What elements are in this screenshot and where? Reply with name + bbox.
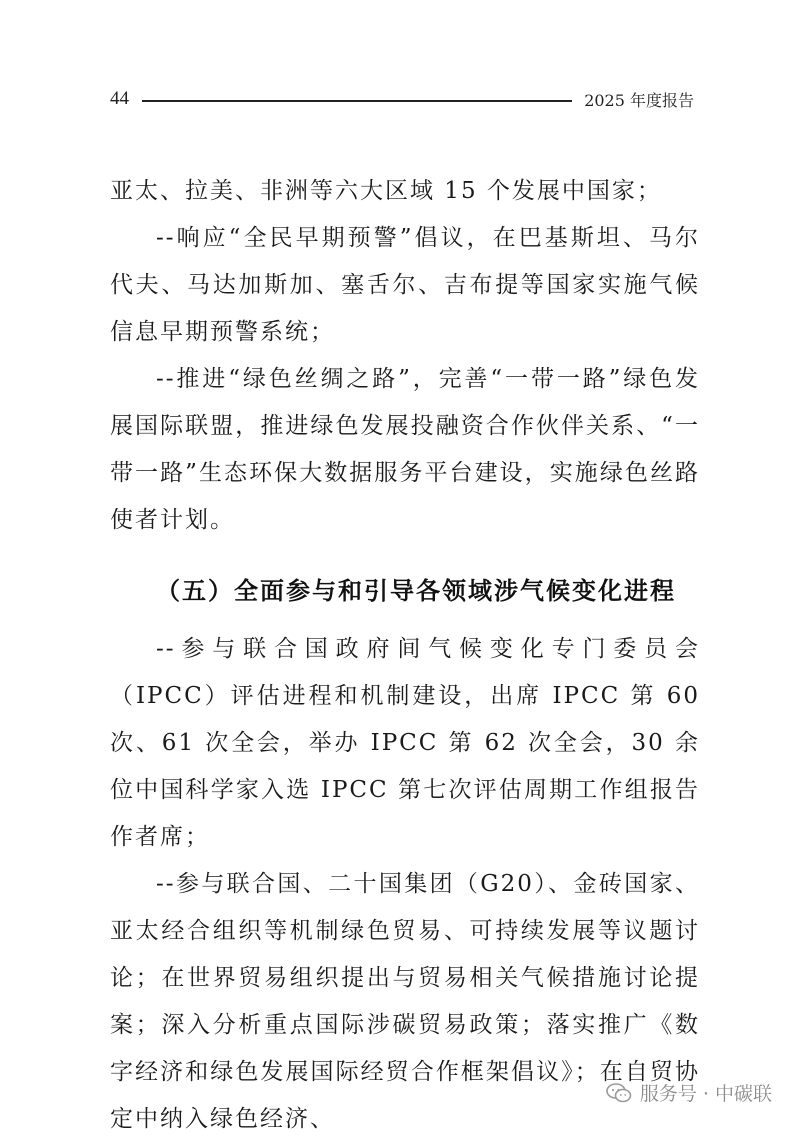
- paragraph-green-trade: --参与联合国、二十国集团（G20）、金砖国家、亚太经合组织等机制绿色贸易、可持续发展等议题讨论；在世界贸易组织提出与贸易相关气候措施讨论提案；深入分析重点国际涉碳贸易政策；落实推广《数字经济和绿色发展国际经贸合作框架倡议》；在自贸协定中纳入绿色经济、: [110, 871, 700, 1132]
- watermark-text: 服务号 · 中碳联: [639, 1083, 772, 1105]
- wechat-icon: [606, 1083, 632, 1103]
- paragraph-green-silk-road: --推进“绿色丝绸之路”，完善“一带一路”绿色发展国际联盟，推进绿色发展投融资合作伙伴关系、“一带一路”生态环保大数据服务平台建设，实施绿色丝路使者计划。: [110, 366, 700, 533]
- paragraph-ipcc: --参与联合国政府间气候变化专门委员会（IPCC）评估进程和机制建设，出席 IPCC 第 60 次、61 次全会，举办 IPCC 第 62 次全会，30 余位中国科学家入选 IPCC 第七次评估周期工作组报告作者席；: [110, 636, 700, 850]
- watermark: [606, 1079, 772, 1106]
- paragraph-continuation: 亚太、拉美、非洲等六大区域 15 个发展中国家；: [110, 178, 662, 204]
- page-number: 44: [110, 88, 129, 109]
- paragraph-early-warning: --响应“全民早期预警”倡议，在巴基斯坦、马尔代夫、马达加斯加、塞舌尔、吉布提等国家实施气候信息早期预警系统；: [110, 225, 700, 345]
- page-header: [110, 84, 694, 116]
- header-rule: [142, 100, 572, 102]
- report-title: 2025 年度报告: [584, 91, 694, 110]
- document-body: [110, 168, 700, 1143]
- section-heading: （五）全面参与和引导各领域涉气候变化进程: [156, 577, 676, 605]
